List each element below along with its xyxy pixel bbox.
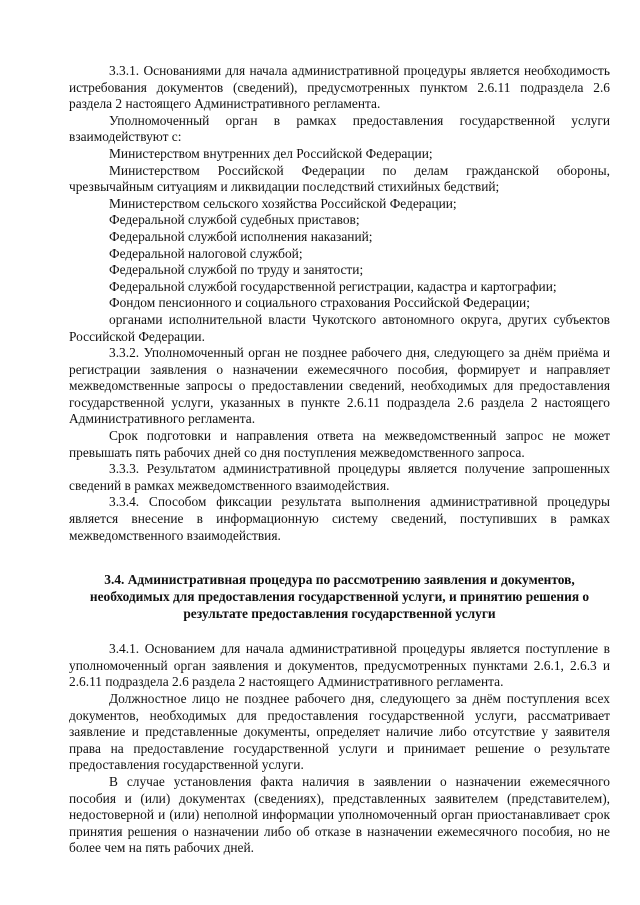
agency-item: Фондом пенсионного и социального страхования Российской Федерации;: [109, 295, 530, 311]
paragraph-3-3-2: 3.3.2. Уполномоченный орган не позднее рабочего дня, следующего за днём приёма и регистрации заявления о назначении ежемесячного пособия, формирует и направляет межведомственные запросы о предоставлении сведений, необходимых для предоставления государственной услуги, указанных в пункте 2.6.11 подраздела 2.6 раздела 2 настоящего Административного регламента.: [69, 345, 610, 427]
heading-line: необходимых для предоставления государственной услуги, и принятию решения о: [89, 589, 590, 605]
document-page: [69, 63, 610, 857]
heading-line: результате предоставления государственной услуги: [183, 606, 496, 622]
agency-item: Министерством Российской Федерации по делам гражданской обороны, чрезвычайным ситуациям и ликвидации последствий стихийных бедствий;: [69, 162, 610, 195]
paragraph-official: Должностное лицо не позднее рабочего дня, следующего за днём поступления всех документов, необходимых для предоставления государственной услуги, рассматривает заявление и представленные документы, определяет наличие либо отсутствие у заявителя права на предоставление государственной услуги и принимает решение о результате предоставления государственной услуги.: [69, 691, 610, 773]
paragraph-3-4-1: 3.4.1. Основанием для начала административной процедуры является поступление в уполномоченный орган заявления и документов, предусмотренных пунктами 2.6.1, 2.6.3 и 2.6.11 подраздела 2.6 раздела 2 настоящего Административного регламента.: [69, 641, 610, 690]
paragraph-interaction: Уполномоченный орган в рамках предоставления государственной услуги взаимодействуют с:: [69, 112, 610, 145]
paragraph-3-3-3: 3.3.3. Результатом административной процедуры является получение запрошенных сведений в рамках межведомственного взаимодействия.: [69, 461, 610, 493]
paragraph-3-3-1: 3.3.1. Основаниями для начала административной процедуры является необходимость истребования документов (сведений), предусмотренных пунктом 2.6.11 подраздела 2.6 раздела 2 настоящего Административного регламента.: [69, 63, 610, 112]
agency-item: органами исполнительной власти Чукотского автономного округа, других субъектов Российской Федерации.: [69, 311, 610, 344]
section-heading-3-4: [69, 571, 610, 622]
agency-item: Федеральной службой судебных приставов;: [109, 212, 360, 228]
agency-item: Министерством сельского хозяйства Российской Федерации;: [109, 195, 457, 211]
paragraph-deadline: Срок подготовки и направления ответа на межведомственный запрос не может превышать пять рабочих дней со дня поступления межведомственного запроса.: [69, 428, 610, 460]
agency-item: Федеральной службой по труду и занятости;: [109, 262, 364, 278]
paragraph-suspend: В случае установления факта наличия в заявлении о назначении ежемесячного пособия и (или) документах (сведениях), представленных заявителем (представителем), недостоверной и (или) неполной информации уполномоченный орган приостанавливает срок принятия решения о назначении либо об отказе в назначении ежемесячного пособия, но не более чем на пять рабочих дней.: [69, 773, 610, 856]
agency-item: Министерством внутренних дел Российской Федерации;: [109, 145, 433, 161]
agency-item: Федеральной службой исполнения наказаний;: [109, 228, 373, 244]
agency-list: [69, 146, 610, 345]
agency-item: Федеральной службой государственной регистрации, кадастра и картографии;: [109, 278, 557, 294]
agency-item: Федеральной налоговой службой;: [109, 245, 303, 261]
heading-line: 3.4. Административная процедура по рассмотрению заявления и документов,: [104, 572, 575, 588]
paragraph-3-3-4: 3.3.4. Способом фиксации результата выполнения административной процедуры является внесение в информационную систему сведений, поступивших в рамках межведомственного взаимодействия.: [69, 494, 610, 543]
